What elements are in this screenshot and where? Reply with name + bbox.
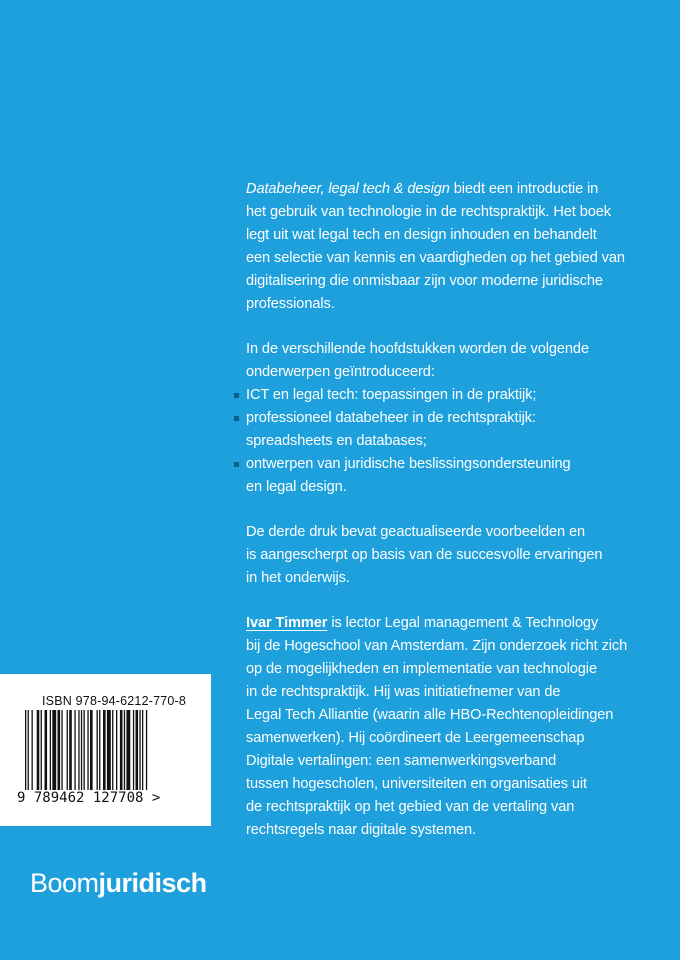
intro-line (246, 178, 656, 201)
author-line: op de mogelijkheden en implementatie van technologie (246, 661, 597, 677)
topics-list (246, 384, 656, 499)
list-item-text: ontwerpen van juridische beslissingsondersteuning (246, 456, 571, 472)
author-line (246, 612, 656, 635)
author-line: de rechtspraktijk op het gebied van de vertaling van (246, 799, 575, 815)
author-line: samenwerken). Hij coördineert de Leergemeenschap (246, 730, 585, 746)
edition-line: De derde druk bevat geactualiseerde voorbeelden en (246, 524, 586, 540)
list-item (234, 453, 656, 499)
isbn-label: ISBN 978-94-6212-770-8 (42, 694, 187, 708)
intro-line: legt uit wat legal tech en design inhouden en behandelt (246, 227, 597, 243)
list-item (234, 384, 656, 407)
intro-line: digitalisering die onmisbaar zijn voor moderne juridische (246, 273, 603, 289)
list-item-text: en legal design. (246, 479, 347, 495)
author-line: rechtsregels naar digitale systemen. (246, 822, 477, 838)
publisher-name-juridisch: juridisch (98, 868, 207, 898)
publisher-logo (30, 868, 207, 899)
edition-paragraph (246, 521, 656, 590)
book-title: Databeheer, legal tech & design (246, 181, 450, 197)
author-line-rest: is lector Legal management & Technology (327, 615, 599, 631)
list-item (234, 407, 656, 453)
bullet-square-icon (234, 416, 239, 421)
isbn-barcode-panel (0, 674, 211, 826)
list-item-text: ICT en legal tech: toepassingen in de praktijk; (246, 387, 537, 403)
intro-line: het gebruik van technologie in de rechtspraktijk. Het boek (246, 204, 611, 220)
intro-line: een selectie van kennis en vaardigheden op het gebied van (246, 250, 625, 266)
barcode-icon (25, 710, 185, 790)
intro-paragraph (246, 178, 656, 316)
author-line: in de rechtspraktijk. Hij was initiatiefnemer van de (246, 684, 561, 700)
author-paragraph (246, 612, 656, 842)
author-line: Legal Tech Alliantie (waarin alle HBO-Rechtenopleidingen (246, 707, 614, 723)
edition-line: is aangescherpt op basis van de succesvolle ervaringen (246, 547, 603, 563)
back-cover-text (246, 178, 656, 842)
bullet-square-icon (234, 393, 239, 398)
topics-lead (246, 338, 656, 384)
list-item-text: professioneel databeheer in de rechtspraktijk: (246, 410, 536, 426)
bullet-square-icon (234, 462, 239, 467)
intro-line-rest: biedt een introductie in (449, 181, 599, 197)
publisher-name-boom: Boom (30, 868, 99, 898)
barcode-digits: 9 789462 127708 > (17, 790, 161, 806)
author-line: Digitale vertalingen: een samenwerkingsverband (246, 753, 557, 769)
topics-line: onderwerpen geïntroduceerd: (246, 364, 435, 380)
edition-line: in het onderwijs. (246, 570, 350, 586)
author-line: bij de Hogeschool van Amsterdam. Zijn onderzoek richt zich (246, 638, 628, 654)
topics-line: In de verschillende hoofdstukken worden de volgende (246, 341, 589, 357)
intro-line: professionals. (246, 296, 335, 312)
author-name: Ivar Timmer (246, 615, 328, 631)
list-item-text: spreadsheets en databases; (246, 433, 427, 449)
author-line: tussen hogescholen, universiteiten en organisaties uit (246, 776, 588, 792)
